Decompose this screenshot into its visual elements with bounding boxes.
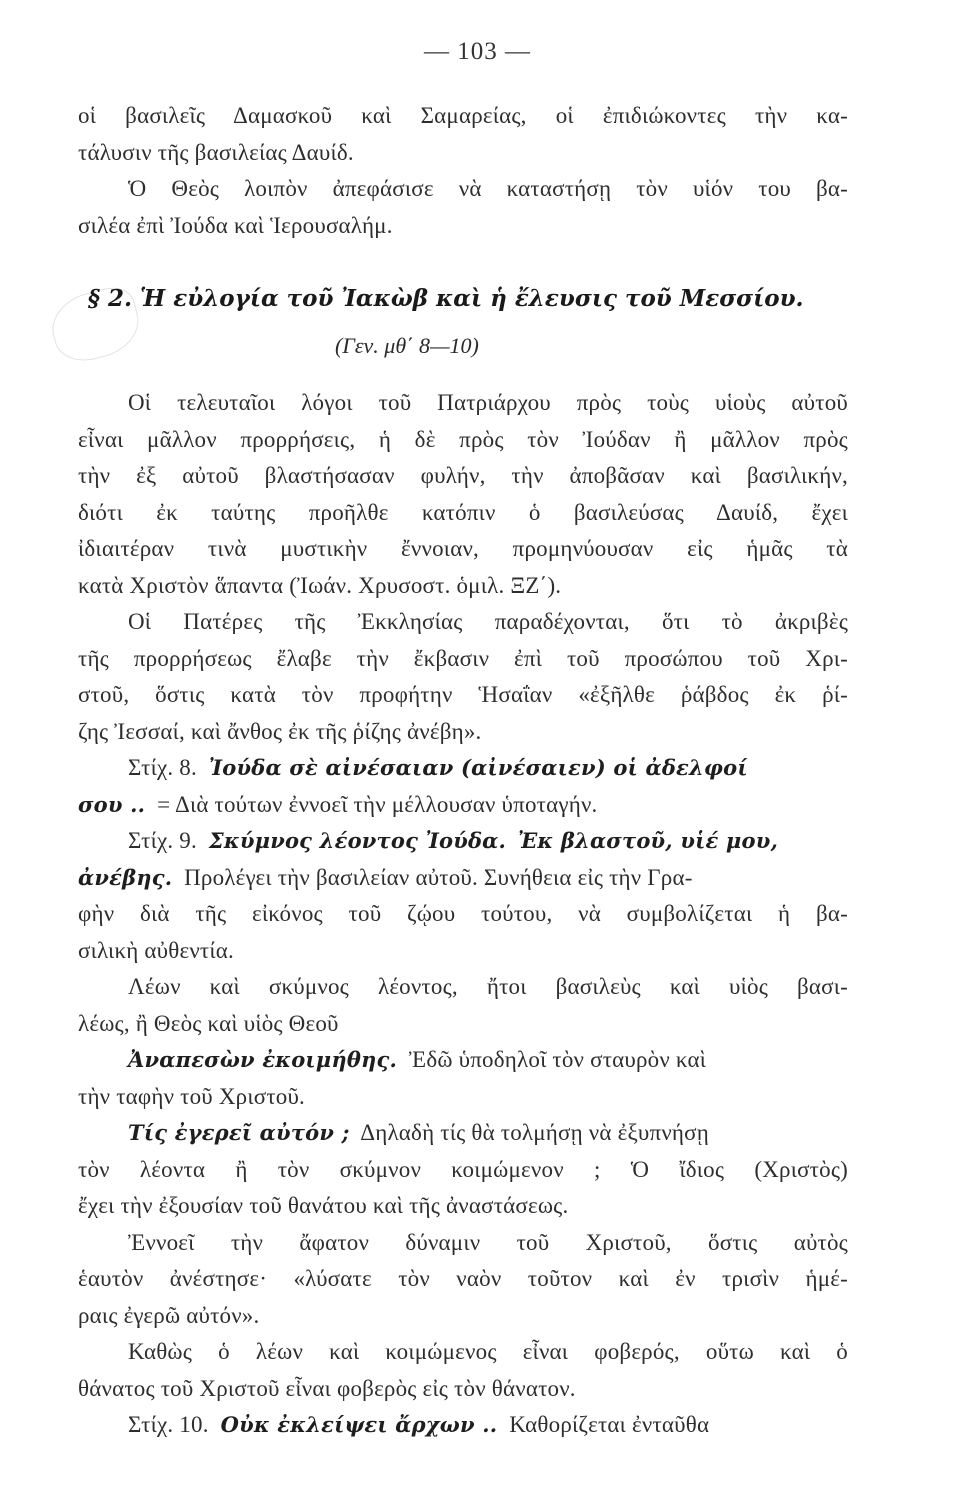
verse-line-rest	[78, 1042, 848, 1079]
verse-quote: Οὐκ ἐκλείψει ἄρχων ..	[220, 1412, 498, 1437]
text-line: Οἱ τελευταῖοι λόγοι τοῦ Πατριάρχου πρὸς τοὺς υἱοὺς αὐτοῦ	[128, 390, 848, 415]
verse-line-raise	[78, 1115, 848, 1152]
verse-label: Στίχ. 8.	[128, 755, 197, 780]
text-line: ἔχει τὴν ἐξουσίαν τοῦ θανάτου καὶ τῆς ἀναστάσεως.	[78, 1193, 569, 1218]
verse-quote: Ἰούδα σὲ αἰνέσαιαν (αἰνέσαιεν) οἱ ἀδελφοί	[208, 755, 748, 780]
text-line: στοῦ, ὅστις κατὰ τὸν προφήτην Ἡσαΐαν «ἐξῆλθε ῥάβδος ἐκ ῥί-	[78, 682, 848, 707]
verse-line-stix9	[78, 823, 848, 860]
text-line: τῆς προρρήσεως ἔλαβε τὴν ἔκβασιν ἐπὶ τοῦ προσώπου τοῦ Χρι-	[78, 645, 848, 671]
verse-label: Στίχ. 10.	[128, 1412, 209, 1437]
verse-line-stix8	[78, 750, 848, 787]
page-number: — 103 —	[424, 38, 531, 65]
text-line: διότι ἐκ ταύτης προῆλθε κατόπιν ὁ βασιλεύσας Δαυίδ, ἔχει	[78, 499, 848, 525]
section-reference: (Γεν. μθ΄ 8—10)	[335, 333, 479, 358]
text-line: οἱ βασιλεῖς Δαμασκοῦ καὶ Σαμαρείας, οἱ ἐπιδιώκοντες τὴν κα-	[78, 103, 848, 128]
verse-quote: ἀνέβης.	[78, 864, 173, 890]
text-line: ραις ἐγερῶ αὐτόν».	[78, 1302, 260, 1328]
verse-comment: Προλέγει τὴν βασιλείαν αὐτοῦ. Συνήθεια εἰς τὴν Γρα-	[184, 864, 693, 890]
text-line: τὸν λέοντα ἢ τὸν σκύμνον κοιμώμενον ; Ὁ ἴδιος (Χριστὸς)	[78, 1156, 848, 1182]
text-line	[78, 787, 848, 824]
text-line: εἶναι μᾶλλον προρρήσεις, ἡ δὲ πρὸς τὸν Ἰούδαν ἢ μᾶλλον πρὸς	[78, 426, 848, 452]
verse-quote: Τίς ἐγερεῖ αὐτόν ;	[128, 1120, 350, 1145]
verse-line-stix10	[78, 1407, 848, 1444]
text-line: φὴν διὰ τῆς εἰκόνος τοῦ ζῴου τούτου, νὰ συμβολίζεται ἡ βα-	[78, 901, 848, 926]
text-line: λέως, ἢ Θεὸς καὶ υἱὸς Θεοῦ	[78, 1010, 339, 1036]
text-line: θάνατος τοῦ Χριστοῦ εἶναι φοβερὸς εἰς τὸν θάνατον.	[78, 1375, 576, 1401]
text-line: ἑαυτὸν ἀνέστησε· «λύσατε τὸν ναὸν τοῦτον καὶ ἐν τρισὶν ἡμέ-	[78, 1266, 848, 1291]
verse-quote: σου ..	[78, 791, 146, 817]
verse-comment: Καθορίζεται ἐνταῦθα	[509, 1412, 710, 1437]
text-line: Λέων καὶ σκύμνος λέοντος, ἤτοι βασιλεὺς καὶ υἱὸς βασι-	[128, 974, 848, 999]
verse-comment: Δηλαδὴ τίς θὰ τολμήσῃ νὰ ἐξυπνήσῃ	[360, 1120, 709, 1145]
text-line: τὴν ἐξ αὐτοῦ βλαστήσασαν φυλήν, τὴν ἀποβᾶσαν καὶ βασιλικήν,	[78, 463, 848, 488]
verse-comment: = Διὰ τούτων ἐννοεῖ τὴν μέλλουσαν ὑποταγήν.	[157, 791, 598, 817]
section-heading: § 2. Ἡ εὐλογία τοῦ Ἰακὼβ καὶ ἡ ἔλευσις τοῦ Μεσσίου.	[88, 285, 804, 312]
text-line: σιλικὴ αὐθεντία.	[78, 937, 234, 963]
text-line: τὴν ταφὴν τοῦ Χριστοῦ.	[78, 1083, 305, 1109]
verse-quote: Σκύμνος λέοντος Ἰούδα.	[208, 828, 507, 853]
text-line: σιλέα ἐπὶ Ἰούδα καὶ Ἱερουσαλήμ.	[78, 212, 393, 238]
verse-comment: Ἐδῶ ὑποδηλοῖ τὸν σταυρὸν καὶ	[408, 1047, 707, 1072]
verse-quote: Ἀναπεσὼν ἐκοιμήθης.	[128, 1047, 398, 1072]
text-line: Οἱ Πατέρες τῆς Ἐκκλησίας παραδέχονται, ὅτι τὸ ἀκριβὲς	[128, 609, 848, 634]
text-line	[78, 860, 848, 897]
text-line: Ὁ Θεὸς λοιπὸν ἀπεφάσισε νὰ καταστήσῃ τὸν υἱόν του βα-	[128, 176, 848, 201]
text-line: Καθὼς ὁ λέων καὶ κοιμώμενος εἶναι φοβερός, οὕτω καὶ ὁ	[128, 1339, 848, 1364]
verse-label: Στίχ. 9.	[128, 828, 197, 853]
verse-quote: Ἐκ βλαστοῦ, υἱέ μου,	[517, 828, 778, 853]
text-line: ζης Ἰεσσαί, καὶ ἄνθος ἐκ τῆς ῥίζης ἀνέβη».	[78, 718, 482, 744]
text-line: ἰδιαιτέραν τινὰ μυστικὴν ἔννοιαν, προμηνύουσαν εἰς ἡμᾶς τὰ	[78, 536, 848, 561]
intro-paragraph	[78, 98, 848, 244]
text-line: τάλυσιν τῆς βασιλείας Δαυίδ.	[78, 139, 354, 165]
text-line: κατὰ Χριστὸν ἅπαντα (Ἰωάν. Χρυσοστ. ὁμιλ. ΞΖ΄).	[78, 572, 562, 598]
text-line: Ἐννοεῖ τὴν ἄφατον δύναμιν τοῦ Χριστοῦ, ὅστις αὐτὸς	[128, 1229, 848, 1255]
main-body	[78, 385, 848, 1444]
